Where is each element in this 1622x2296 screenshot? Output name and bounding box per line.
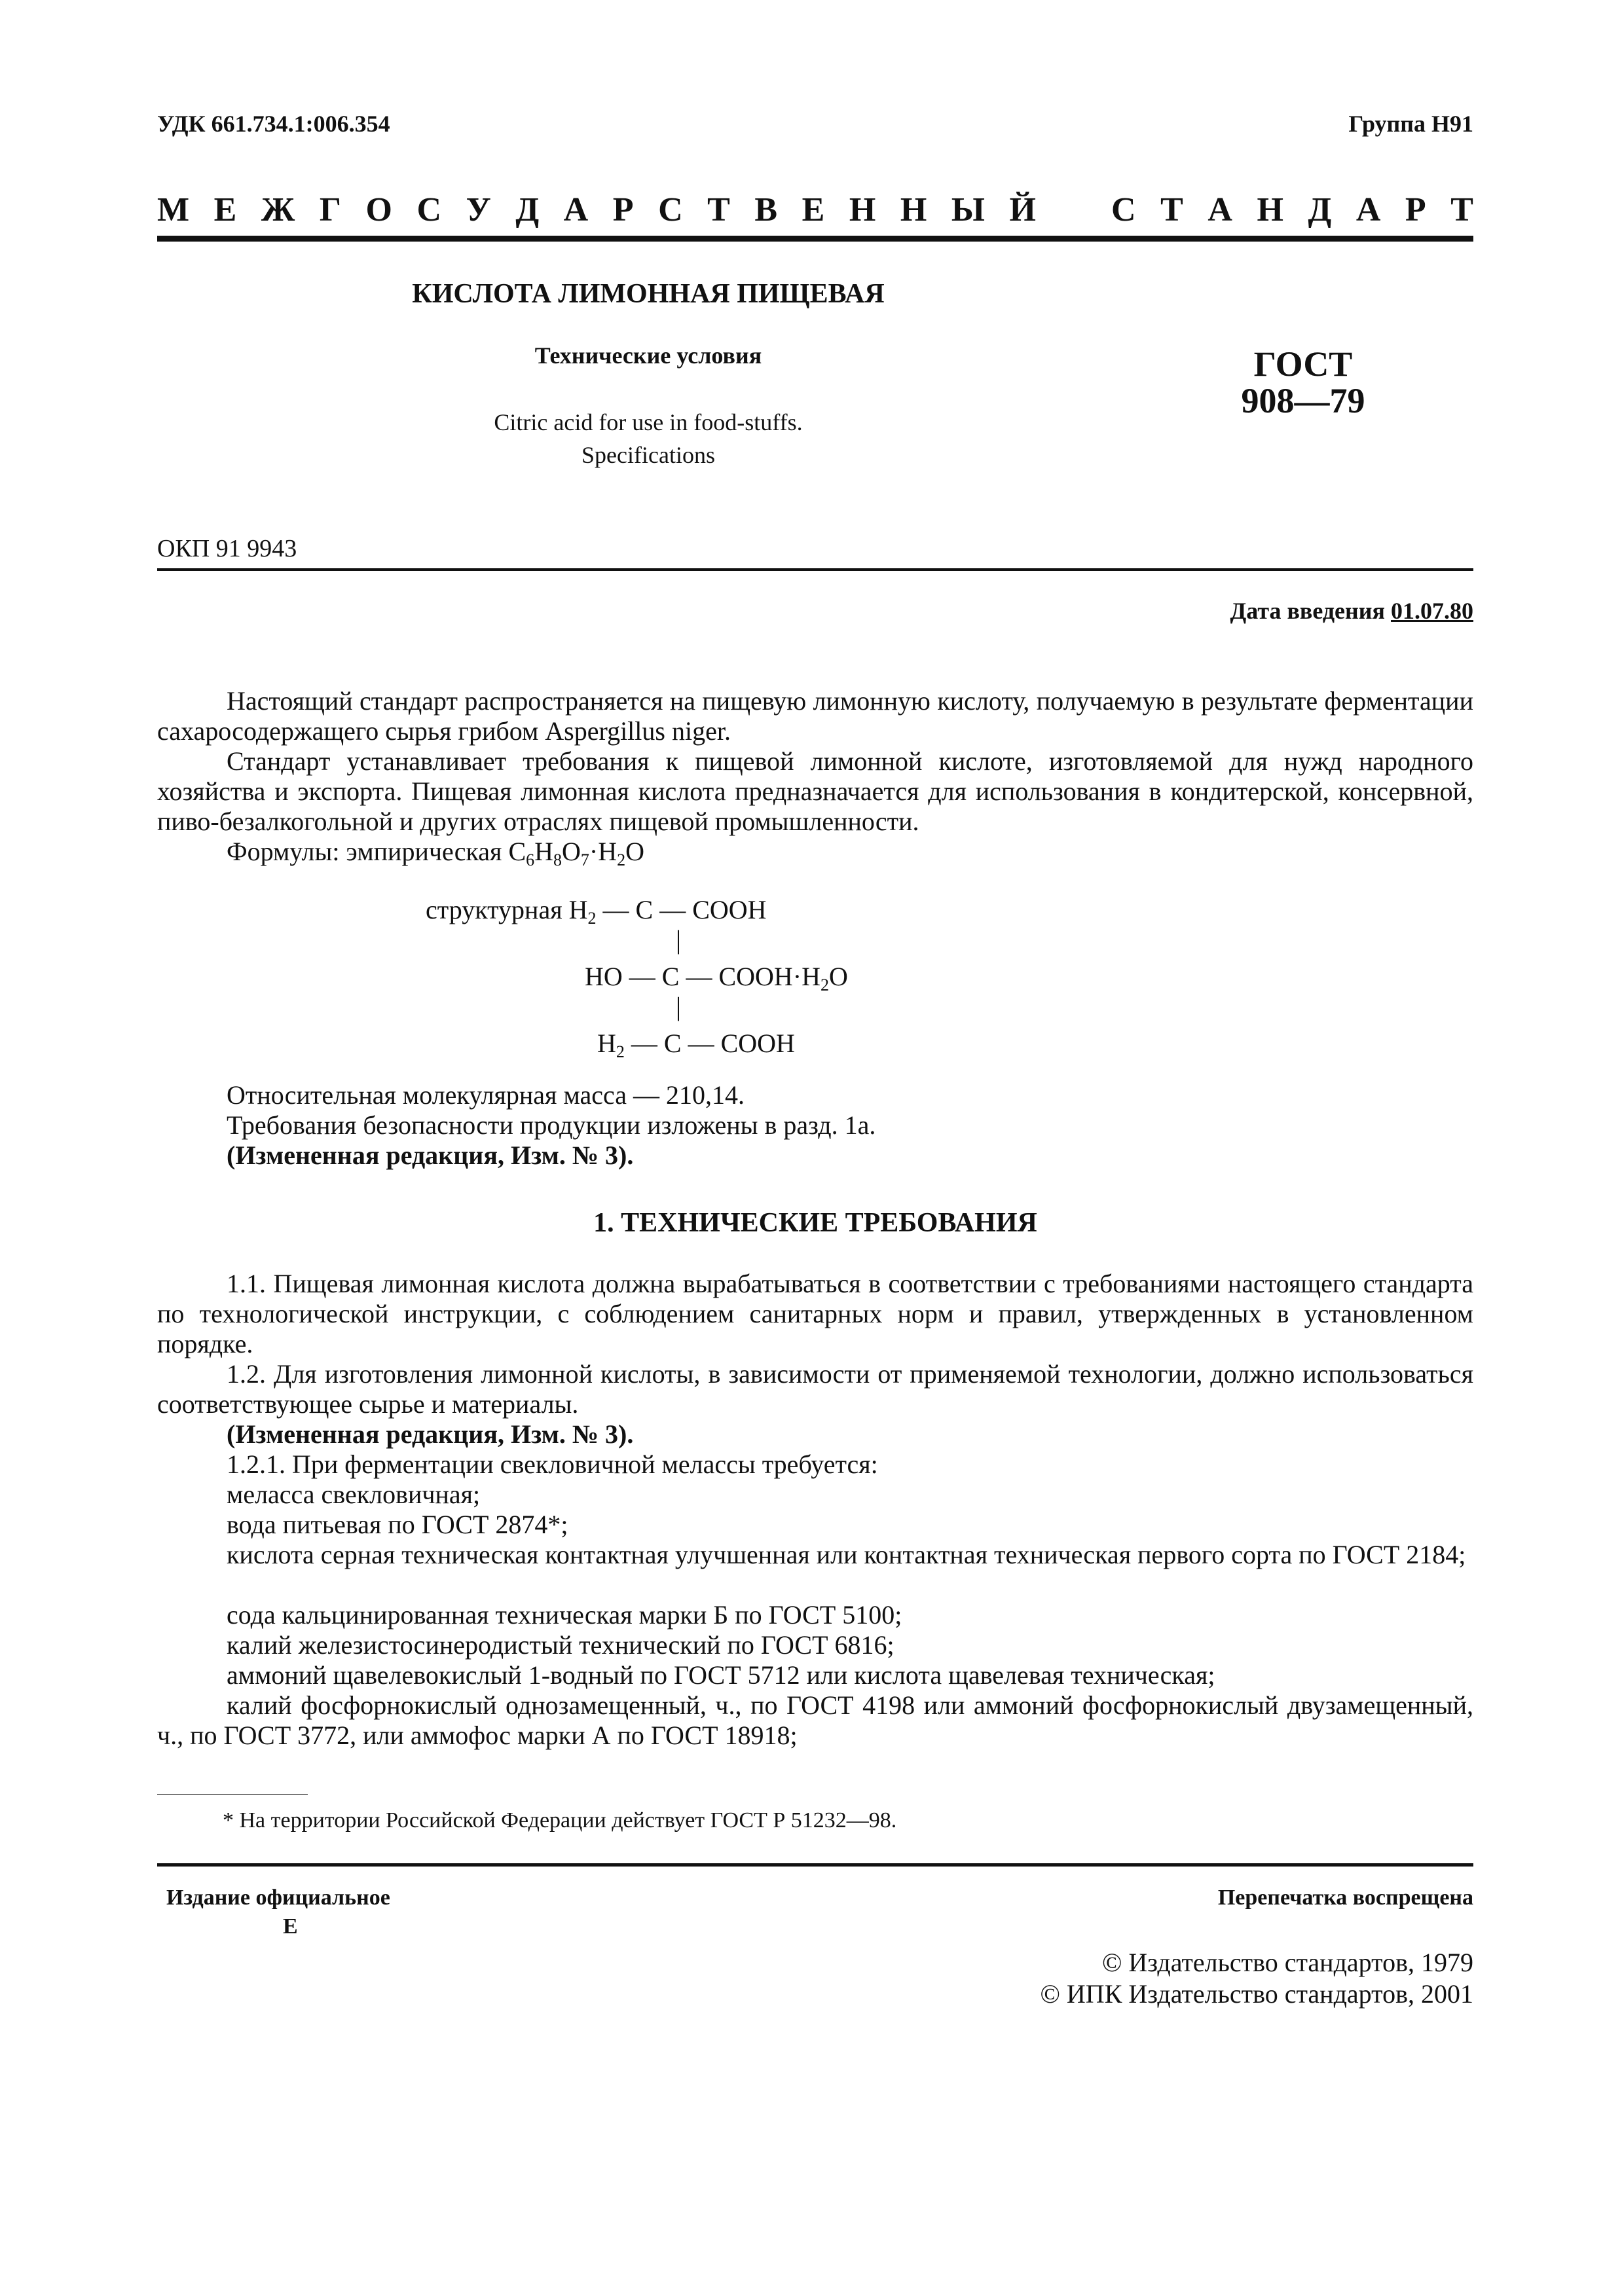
okp-code: ОКП 91 9943 xyxy=(157,535,297,562)
material-item-potassium-ferrocyanide: калий железистосинеродистый технический по ГОСТ 6816; xyxy=(227,1630,894,1660)
formula-subscript: 2 xyxy=(617,850,626,869)
structural-row3-chain: — C — COOH xyxy=(631,1029,795,1058)
banner-letter: С xyxy=(416,191,442,228)
structural-h2-bottom: $H_2$ xyxy=(597,1029,625,1061)
introduction-date-label: Дата введения xyxy=(1230,598,1385,624)
official-edition-label: Издание официальное xyxy=(166,1886,390,1910)
gost-label: ГОСТ xyxy=(1253,344,1353,384)
banner-letter: М xyxy=(157,191,190,228)
material-item-molasses: меласса свекловичная; xyxy=(227,1480,481,1509)
material-item-sulfuric-acid: кислота серная техническая контактная улучшенная или контактная техническая первого сорта по ГОСТ 2184; xyxy=(227,1540,1466,1569)
banner-letter: Т xyxy=(707,191,730,228)
banner-letter: Т xyxy=(1450,191,1473,228)
empirical-formula xyxy=(227,837,644,867)
structural-formula-row2 xyxy=(585,961,848,992)
safety-requirements-note: Требования безопасности продукции изложены в разд. 1а. xyxy=(227,1110,876,1140)
clause-1-1: 1.1. Пищевая лимонная кислота должна вырабатываться в соответствии с требованиями настоящего стандарта по технологической инструкции, с соблюдением санитарных норм и правил, утвержденных в установленном порядке. xyxy=(157,1269,1473,1358)
banner-letter: А xyxy=(1355,191,1381,228)
intro-paragraph-purpose: Стандарт устанавливает требования к пищевой лимонной кислоте, изготовляемой для нужд народного хозяйства и экспорта. Пищевая лимонная кислота предназначается для использования в кондитерской, консервной, пиво-безалкогольной и других отраслях пищевой промышленности. xyxy=(157,746,1473,836)
structural-row2-chain: HO — C — COOH·H xyxy=(585,962,820,991)
clause-1-2-1: 1.2.1. При ферментации свекловичной мелассы требуется: xyxy=(227,1449,878,1479)
formula-subscript: 8 xyxy=(553,850,562,869)
clause-1-2-amendment: (Измененная редакция, Изм. № 3). xyxy=(227,1419,634,1449)
udk-code: УДК 661.734.1:006.354 xyxy=(157,111,390,137)
structural-bond-upper: | xyxy=(676,925,682,955)
document-title: КИСЛОТА ЛИМОННАЯ ПИЩЕВАЯ xyxy=(412,279,885,309)
english-title xyxy=(367,406,930,471)
introduction-date-value: 01.07.80 xyxy=(1391,598,1473,624)
copyright-2001: © ИПК Издательство стандартов, 2001 xyxy=(1040,1979,1473,2009)
material-item-phosphates: калий фосфорнокислый однозамещенный, ч., по ГОСТ 4198 или аммоний фосфорнокислый двузамещенный, ч., по ГОСТ 3772, или аммофос марки А по ГОСТ 18918; xyxy=(157,1690,1473,1750)
structural-bond-lower: | xyxy=(676,992,682,1021)
banner-letter: Р xyxy=(1405,191,1426,228)
gost-designation xyxy=(1166,346,1441,419)
banner-letter: Ж xyxy=(261,191,295,228)
material-item-soda: сода кальцинированная техническая марки Б по ГОСТ 5100; xyxy=(227,1600,902,1630)
formula-element: H xyxy=(534,837,554,866)
structural-formula-row1 xyxy=(426,894,767,928)
banner-letter: Н xyxy=(900,191,927,228)
copyright-block xyxy=(1041,1947,1473,2010)
banner-letter: А xyxy=(1207,191,1232,228)
banner-letter: Р xyxy=(612,191,634,228)
intro-amendment-note: (Измененная редакция, Изм. № 3). xyxy=(227,1140,634,1170)
banner-letter: Д xyxy=(515,191,540,228)
formula-element: C xyxy=(508,837,526,866)
intro-paragraph-scope: Настоящий стандарт распространяется на пищевую лимонную кислоту, получаемую в результате ферментации сахаросодержащего сырья грибом Aspergillus niger. xyxy=(157,686,1473,746)
banner-letter: У xyxy=(466,191,491,228)
formula-subscript: 6 xyxy=(526,850,535,869)
structural-row2-subscript: 2 xyxy=(820,975,829,994)
molecular-mass: Относительная молекулярная масса — 210,14. xyxy=(227,1080,745,1110)
document-subtitle: Технические условия xyxy=(534,342,762,369)
banner-letter: Д xyxy=(1308,191,1332,228)
banner-letter: С xyxy=(1111,191,1136,228)
footnote-separator xyxy=(157,1794,308,1795)
empirical-formula-value xyxy=(508,837,645,869)
banner-letter: Н xyxy=(1257,191,1283,228)
banner-letter: О xyxy=(365,191,392,228)
section-1-heading: 1. ТЕХНИЧЕСКИЕ ТРЕБОВАНИЯ xyxy=(593,1208,1037,1238)
banner-letter: Е xyxy=(802,191,825,228)
okp-rule xyxy=(157,568,1473,571)
banner-rule xyxy=(157,236,1473,242)
english-title-line2: Specifications xyxy=(581,442,715,468)
structural-h2-top: $H_2$ xyxy=(568,895,597,928)
banner-letter: Г xyxy=(319,191,341,228)
banner-letter: Й xyxy=(1009,191,1036,228)
structural-formula-label: структурная xyxy=(426,895,562,924)
clause-1-2: 1.2. Для изготовления лимонной кислоты, в зависимости от применяемой технологии, должно использоваться соответствующее сырье и материалы. xyxy=(157,1359,1473,1419)
banner-letter: Е xyxy=(213,191,237,228)
gost-number: 908—79 xyxy=(1241,381,1365,420)
banner-letter: Н xyxy=(849,191,876,228)
group-code: Группа Н91 xyxy=(1348,111,1473,137)
formula-element: ·H xyxy=(589,837,617,866)
formula-element: O xyxy=(625,837,645,866)
footer-rule xyxy=(157,1863,1473,1867)
formula-subscript: 7 xyxy=(580,850,589,869)
banner-letter: Т xyxy=(1160,191,1183,228)
standard-banner xyxy=(157,190,1473,229)
banner-letter: С xyxy=(658,191,683,228)
reprint-prohibited-label: Перепечатка воспрещена xyxy=(1217,1886,1473,1910)
banner-letter: Ы xyxy=(951,191,985,228)
english-title-line1: Citric acid for use in food-stuffs. xyxy=(494,409,803,435)
material-item-water: вода питьевая по ГОСТ 2874*; xyxy=(227,1510,568,1539)
structural-row1-chain: — C — COOH xyxy=(602,895,767,924)
material-item-ammonium-oxalate: аммоний щавелевокислый 1-водный по ГОСТ 5712 или кислота щавелевая техническая; xyxy=(227,1660,1215,1690)
banner-letter: В xyxy=(754,191,778,228)
empirical-formula-label: Формулы: эмпирическая xyxy=(227,837,502,866)
edition-letter: Е xyxy=(283,1914,298,1939)
banner-letter: А xyxy=(563,191,589,228)
formula-element: O xyxy=(562,837,581,866)
introduction-date xyxy=(1230,597,1474,625)
footnote: * На территории Российской Федерации действует ГОСТ Р 51232—98. xyxy=(223,1808,897,1832)
copyright-1979: © Издательство стандартов, 1979 xyxy=(1101,1948,1473,1977)
structural-formula-row3 xyxy=(597,1028,795,1059)
structural-row2-tail: O xyxy=(829,962,848,991)
